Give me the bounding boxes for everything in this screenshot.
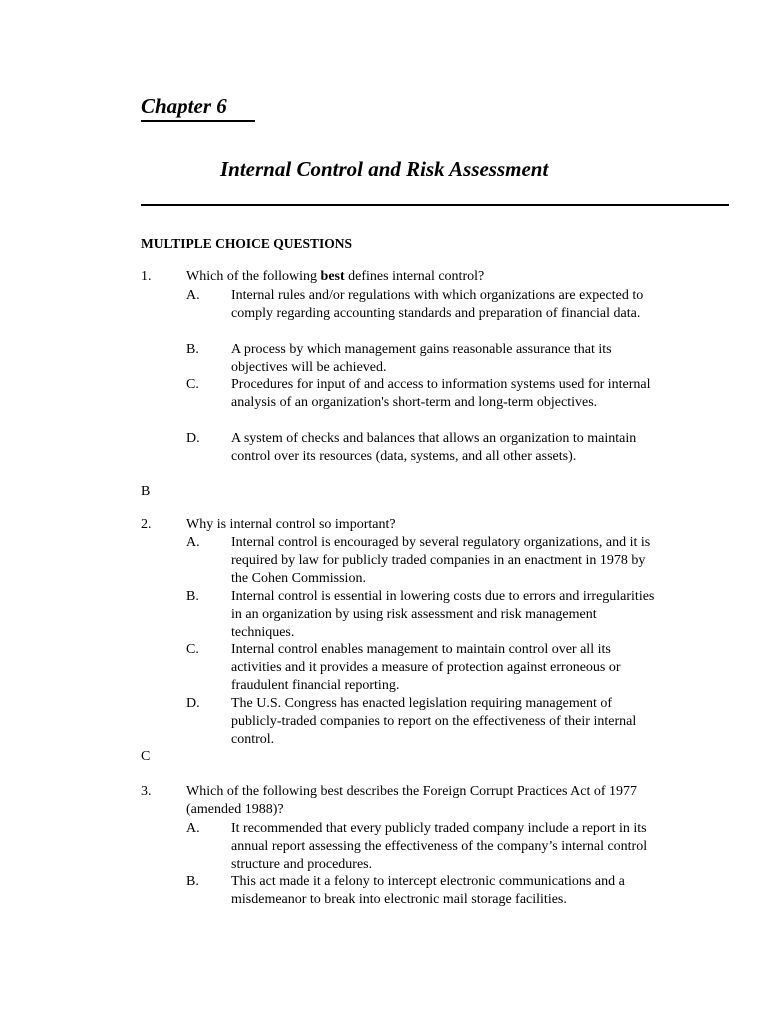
option-text: The U.S. Congress has enacted legislation requiring management of publicly-traded companies to report on the effectiveness of their internal control. [231,696,637,747]
question-2-answer: C [141,749,151,764]
option-letter: C. [186,642,199,657]
option-letter: A. [186,288,200,303]
option-letter: B. [186,874,199,889]
question-number: 2. [141,517,152,532]
question-text-start: Which of the following [186,269,321,284]
option-letter: B. [186,342,199,357]
option-text: A system of checks and balances that allows an organization to maintain control over its resources (data, systems, and all other assets). [231,431,637,464]
option-text: Procedures for input of and access to information systems used for internal analysis of an organization's short-term and long-term objectives. [231,377,651,410]
option-text: Internal rules and/or regulations with which organizations are expected to comply regarding accounting standards and preparation of financial data. [231,288,644,321]
option-text: Internal control is essential in lowering costs due to errors and irregularities in an organization by using risk assessment and risk management techniques. [231,589,655,640]
chapter-underline [141,120,255,122]
question-number: 3. [141,784,152,799]
page-title: Internal Control and Risk Assessment [220,157,549,181]
question-1-answer: B [141,484,151,499]
question-text: Why is internal control so important? [186,517,396,532]
option-letter: D. [186,696,200,711]
option-letter: A. [186,535,200,550]
question-text: Which of the following best describes the Foreign Corrupt Practices Act of 1977 (amended 1988)? [186,784,638,817]
option-letter: B. [186,589,199,604]
question-emphasis: best [320,269,345,284]
question-text [186,268,656,286]
chapter-heading: Chapter 6 [141,94,227,118]
question-text-end: defines internal control? [344,269,485,284]
option-letter: D. [186,431,200,446]
option-text: This act made it a felony to intercept electronic communications and a misdemeanor to break into electronic mail storage facilities. [231,874,625,907]
option-text: Internal control is encouraged by several regulatory organizations, and it is required by law for publicly traded companies in an enactment in 1978 by the Cohen Commission. [231,535,651,586]
option-letter: C. [186,377,199,392]
option-text: It recommended that every publicly traded company include a report in its annual report assessing the effectiveness of the company’s internal control structure and procedures. [231,821,648,872]
question-number: 1. [141,269,152,284]
option-letter: A. [186,821,200,836]
title-divider [141,204,729,206]
option-text: Internal control enables management to maintain control over all its activities and it provides a measure of protection against erroneous or fraudulent financial reporting. [231,642,621,693]
option-text: A process by which management gains reasonable assurance that its objectives will be achieved. [231,342,612,375]
section-heading: MULTIPLE CHOICE QUESTIONS [141,236,353,251]
